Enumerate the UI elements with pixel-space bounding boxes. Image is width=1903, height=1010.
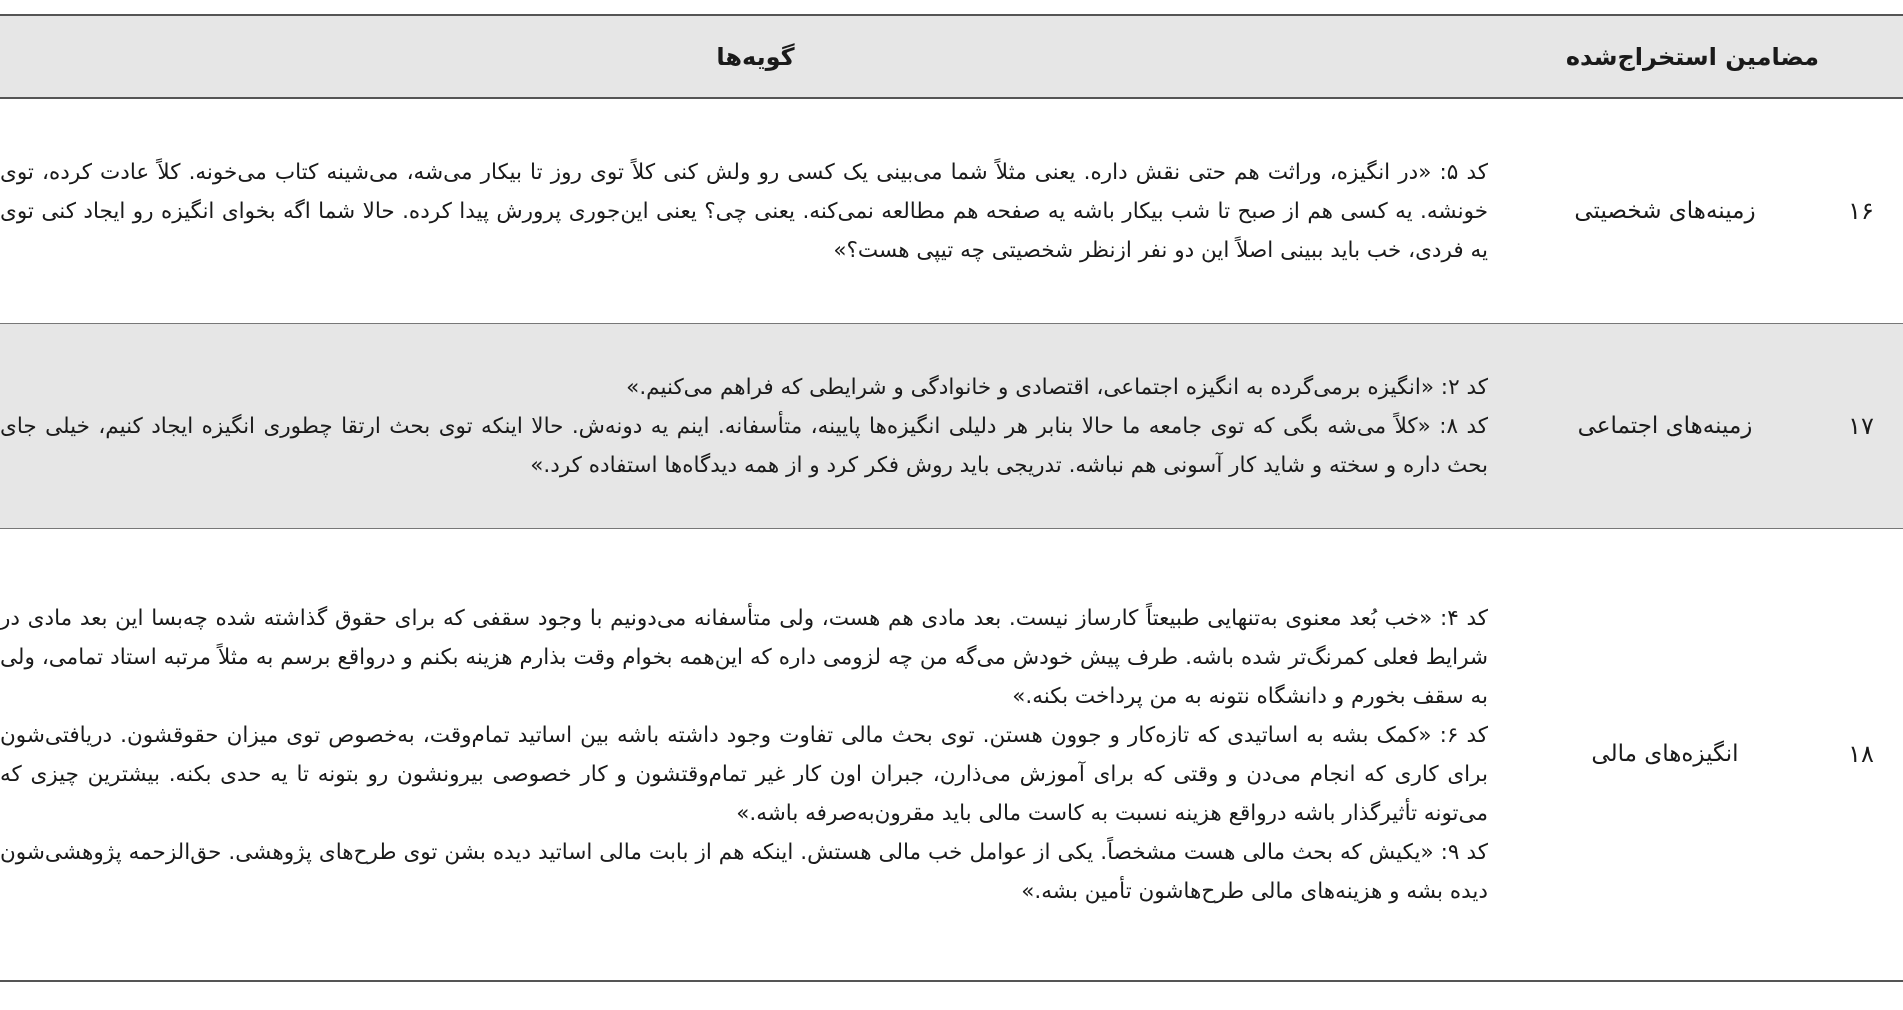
quote: کد ۶: «کمک بشه به اساتیدی که تازه‌کار و جوون هستن. توی بحث مالی تفاوت وجود داشته باشه بین اساتید تمام‌وقت، به‌خصوص توی میزان حقوقشون. دریافتی‌شون برای کاری که انجام می‌دن و وقتی که برای آموزش می‌ذارن، جبران اون کار غیر تمام‌وقتشون و کار خصوصی بیرونشون رو بتونه تا یه حدی بکنه. بیشترین چیزی که می‌تونه تأثیرگذار باشه درواقع هزینه نسبت به کاست مالی باید مقرون‌به‌صرفه باشه.» [0,723,1488,827]
table-row [0,323,1903,528]
row-theme: انگیزه‌های مالی [1511,528,1819,981]
quote: کد ۲: «انگیزه برمی‌گرده به انگیزه اجتماعی، اقتصادی و خانوادگی و شرایطی که فراهم می‌کنیم.» [626,375,1488,400]
row-quotes [0,323,1511,528]
table-header [0,15,1903,98]
quote: کد ۹: «یکیش که بحث مالی هست مشخصاً. یکی از عوامل خب مالی هستش. اینکه هم از بابت مالی اساتید دیده بشن توی طرح‌های پژوهشی. حق‌الزحمه پژوهشی‌شون دیده بشه و هزینه‌های مالی طرح‌هاشون تأمین بشه.» [0,840,1488,905]
row-theme: زمینه‌های شخصیتی [1511,98,1819,323]
row-number: ۱۷ [1819,323,1903,528]
row-quotes [0,98,1511,323]
header-themes: مضامین استخراج‌شده [1511,15,1903,98]
themes-table [0,14,1903,982]
quote: کد ۴: «خب بُعد معنوی به‌تنهایی طبیعتاً کارساز نیست. بعد مادی هم هست، ولی متأسفانه می‌دونیم با وجود سقفی که برای حقوق گذاشته شده چه‌بسا این بعد مادی در شرایط فعلی کمرنگ‌تر شده باشه. طرف پیش خودش می‌گه من چه لزومی داره که این‌همه بخوام وقت بذارم هزینه بکنم و درواقع برسم به مثلاً مرتبه استاد تمامی، ولی به سقف بخورم و دانشگاه نتونه به من پرداخت بکنه.» [0,606,1488,710]
header-quotes: گویه‌ها [0,15,1511,98]
quote: کد ۵: «در انگیزه، وراثت هم حتی نقش داره. یعنی مثلاً شما می‌بینی یک کسی رو ولش کنی کلاً توی روز تا بیکار می‌شه، می‌شینه کتاب می‌خونه. کلاً عادت کرده، توی خونشه. یه کسی هم از صبح تا شب بیکار باشه یه صفحه هم مطالعه نمی‌کنه. یعنی چی؟ یعنی این‌جوری پرورش پیدا کرده. حالا شما اگه بخوای انگیزه رو ایجاد کنی توی یه فردی، خب باید ببینی اصلاً این دو نفر ازنظر شخصیتی چه تیپی هست؟» [0,160,1488,264]
row-number: ۱۸ [1819,528,1903,981]
table-row [0,528,1903,981]
quote: کد ۸: «کلاً می‌شه بگی که توی جامعه ما حالا بنابر هر دلیلی انگیزه‌ها پایینه، متأسفانه. اینم یه دونه‌ش. حالا اینکه توی بحث ارتقا چطوری انگیزه ایجاد کنیم، خیلی جای بحث داره و سخته و شاید کار آسونی هم نباشه. تدریجی باید روش فکر کرد و از همه دیدگاه‌ها استفاده کرد.» [0,414,1488,478]
table-row [0,98,1903,323]
header-row [0,15,1903,98]
row-theme: زمینه‌های اجتماعی [1511,323,1819,528]
row-quotes [0,528,1511,981]
row-number: ۱۶ [1819,98,1903,323]
